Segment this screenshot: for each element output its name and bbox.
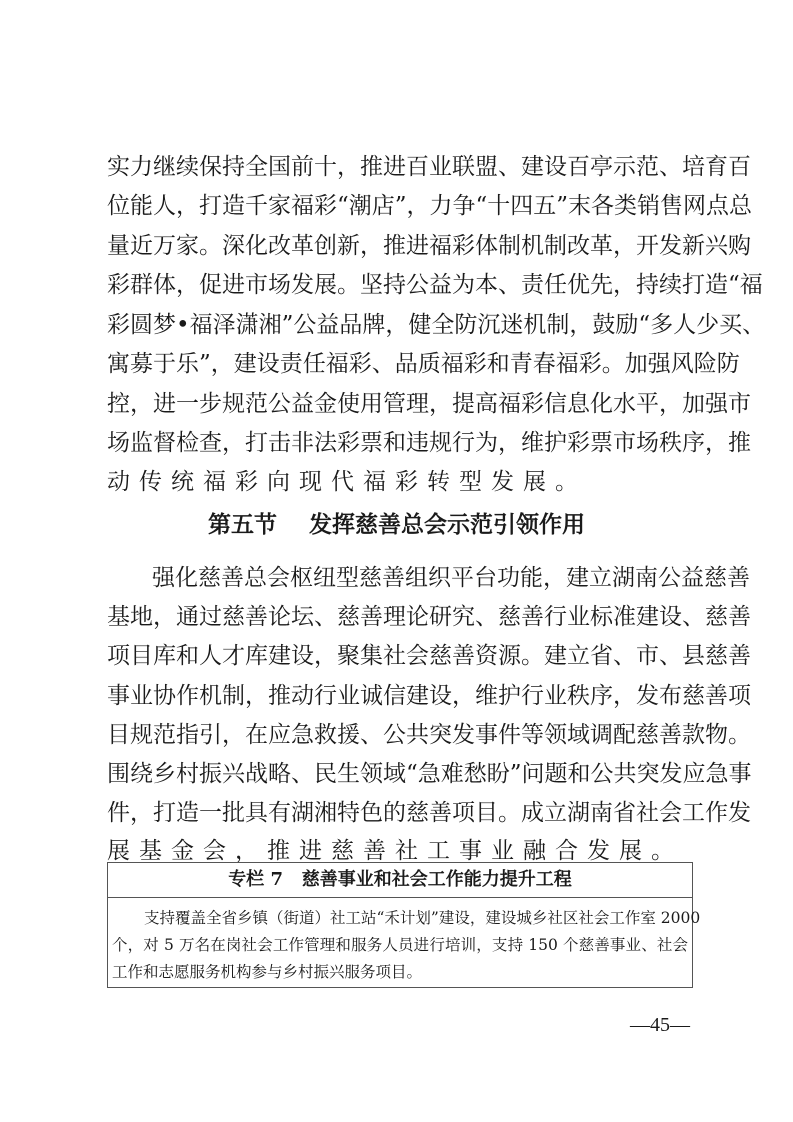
feature-box xyxy=(107,862,701,988)
text-line: 基地，通过慈善论坛、慈善理论研究、慈善行业标准建设、慈善 xyxy=(107,604,751,630)
text-line: 场监督检查，打击非法彩票和违规行为，维护彩票市场秩序，推 xyxy=(107,430,751,456)
section-heading xyxy=(0,510,793,540)
text-line: 控，进一步规范公益金使用管理，提高福彩信息化水平，加强市 xyxy=(107,391,751,417)
text-line: 实力继续保持全国前十，推进百业联盟、建设百亭示范、培育百 xyxy=(107,154,751,180)
feature-box-label: 专栏 7 xyxy=(228,869,283,890)
section-title: 发挥慈善总会示范引领作用 xyxy=(309,511,586,538)
feature-box-title: 慈善事业和社会工作能力提升工程 xyxy=(301,869,572,890)
section-number: 第五节 xyxy=(207,511,277,538)
text-line: 彩圆梦•福泽潇湘”公益品牌，健全防沉迷机制，鼓励“多人少买、 xyxy=(107,312,766,338)
text-line: 强化慈善总会枢纽型慈善组织平台功能，建立湖南公益慈善 xyxy=(152,565,750,591)
text-line: 事业协作机制，推动行业诚信建设，维护行业秩序，发布慈善项 xyxy=(107,683,751,709)
text-line: 展基金会，推进慈善社工事业融合发展。 xyxy=(107,838,683,864)
text-line: 件，打造一批具有湖湘特色的慈善项目。成立湖南省社会工作发 xyxy=(107,800,751,826)
text-line: 量近万家。深化改革创新，推进福彩体制机制改革，开发新兴购 xyxy=(107,233,751,259)
box-text-line: 工作和志愿服务机构参与乡村振兴服务项目。 xyxy=(112,963,423,981)
text-line: 目规范指引，在应急救援、公共突发事件等领域调配慈善款物。 xyxy=(107,722,751,748)
text-line: 动传统福彩向现代福彩转型发展。 xyxy=(107,469,587,495)
text-line: 围绕乡村振兴战略、民生领域“急难愁盼”问题和公共突发应急事 xyxy=(107,761,752,787)
feature-box-header xyxy=(108,863,692,898)
text-line: 彩群体，促进市场发展。坚持公益为本、责任优先，持续打造“福 xyxy=(107,272,763,298)
text-line: 寓募于乐”，建设责任福彩、品质福彩和青春福彩。加强风险防 xyxy=(107,351,740,377)
page-number: —45— xyxy=(630,1014,690,1036)
box-text-line: 支持覆盖全省乡镇（街道）社工站“禾计划”建设，建设城乡社区社会工作室 2000 xyxy=(144,909,701,927)
text-line: 位能人，打造千家福彩“潮店”，力争“十四五”末各类销售网点总 xyxy=(107,193,753,219)
text-line: 项目库和人才库建设，聚集社会慈善资源。建立省、市、县慈善 xyxy=(107,643,751,669)
box-text-line: 个，对 5 万名在岗社会工作管理和服务人员进行培训，支持 150 个慈善事业、社会 xyxy=(112,936,688,954)
